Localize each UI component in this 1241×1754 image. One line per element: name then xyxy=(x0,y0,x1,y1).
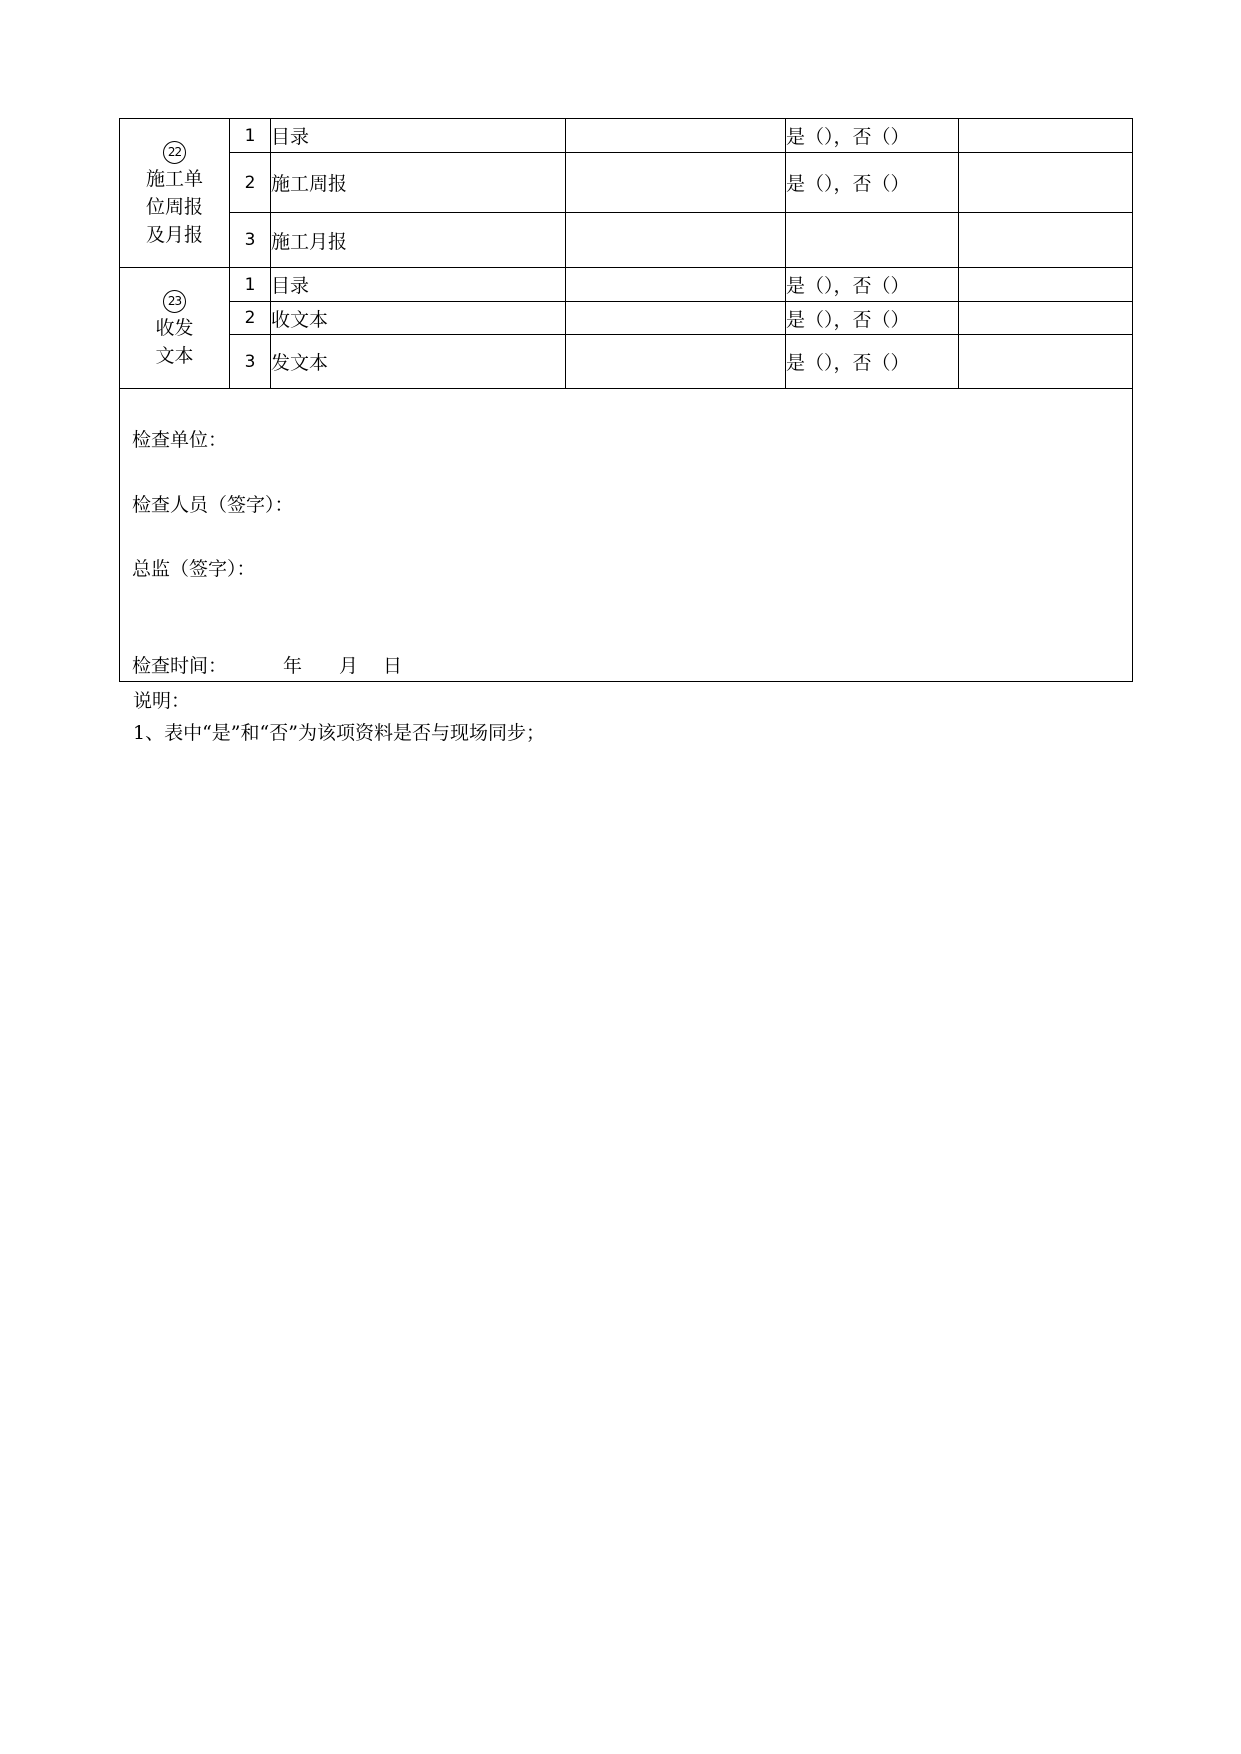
sync-check-cell: 是（），否（） xyxy=(786,268,959,302)
inspection-time-label: 检查时间： xyxy=(132,655,228,677)
remark-cell xyxy=(566,119,786,153)
category-label-line: 收发 xyxy=(155,317,194,339)
inspector-signature-label: 检查人员（签字）： xyxy=(132,494,294,516)
circled-number: 23 xyxy=(163,290,186,313)
note-item: 1、表中“是”和“否”为该项资料是否与现场同步； xyxy=(133,722,545,744)
notes-title: 说明： xyxy=(133,690,191,712)
inspection-table xyxy=(119,118,1133,682)
category-label-line: 施工单 xyxy=(145,168,203,190)
extra-cell xyxy=(959,302,1133,335)
row-number: 3 xyxy=(230,335,271,389)
signature-block xyxy=(120,389,1133,682)
extra-cell xyxy=(959,119,1133,153)
remark-cell xyxy=(566,153,786,213)
table-row xyxy=(120,119,1133,153)
row-number: 1 xyxy=(230,268,271,302)
extra-cell xyxy=(959,153,1133,213)
remark-cell xyxy=(566,302,786,335)
item-name: 收文本 xyxy=(271,302,566,335)
row-number: 3 xyxy=(230,213,271,268)
category-label-line: 及月报 xyxy=(145,224,203,246)
extra-cell xyxy=(959,213,1133,268)
extra-cell xyxy=(959,268,1133,302)
remark-cell xyxy=(566,335,786,389)
row-number: 2 xyxy=(230,153,271,213)
row-number: 2 xyxy=(230,302,271,335)
sync-check-cell: 是（），否（） xyxy=(786,119,959,153)
sync-check-cell: 是（），否（） xyxy=(786,302,959,335)
row-number: 1 xyxy=(230,119,271,153)
category-cell xyxy=(120,119,230,268)
table-row xyxy=(120,153,1133,213)
category-cell xyxy=(120,268,230,389)
item-name: 施工月报 xyxy=(271,213,566,268)
remark-cell xyxy=(566,213,786,268)
circled-number: 22 xyxy=(163,141,186,164)
inspection-unit-label: 检查单位： xyxy=(132,429,228,451)
item-name: 目录 xyxy=(271,119,566,153)
sync-check-cell: 是（），否（） xyxy=(786,335,959,389)
item-name: 发文本 xyxy=(271,335,566,389)
table-row xyxy=(120,335,1133,389)
item-name: 施工周报 xyxy=(271,153,566,213)
sync-check-cell xyxy=(786,213,959,268)
signature-row xyxy=(120,389,1133,682)
extra-cell xyxy=(959,335,1133,389)
day-label: 日 xyxy=(383,655,403,677)
category-label-line: 位周报 xyxy=(145,196,203,218)
sync-check-cell: 是（），否（） xyxy=(786,153,959,213)
table-row xyxy=(120,213,1133,268)
table-row xyxy=(120,268,1133,302)
remark-cell xyxy=(566,268,786,302)
year-label: 年 xyxy=(283,655,303,677)
chief-signature-label: 总监（签字）： xyxy=(132,558,256,580)
category-label-line: 文本 xyxy=(155,345,194,367)
item-name: 目录 xyxy=(271,268,566,302)
month-label: 月 xyxy=(339,655,359,677)
table-row xyxy=(120,302,1133,335)
